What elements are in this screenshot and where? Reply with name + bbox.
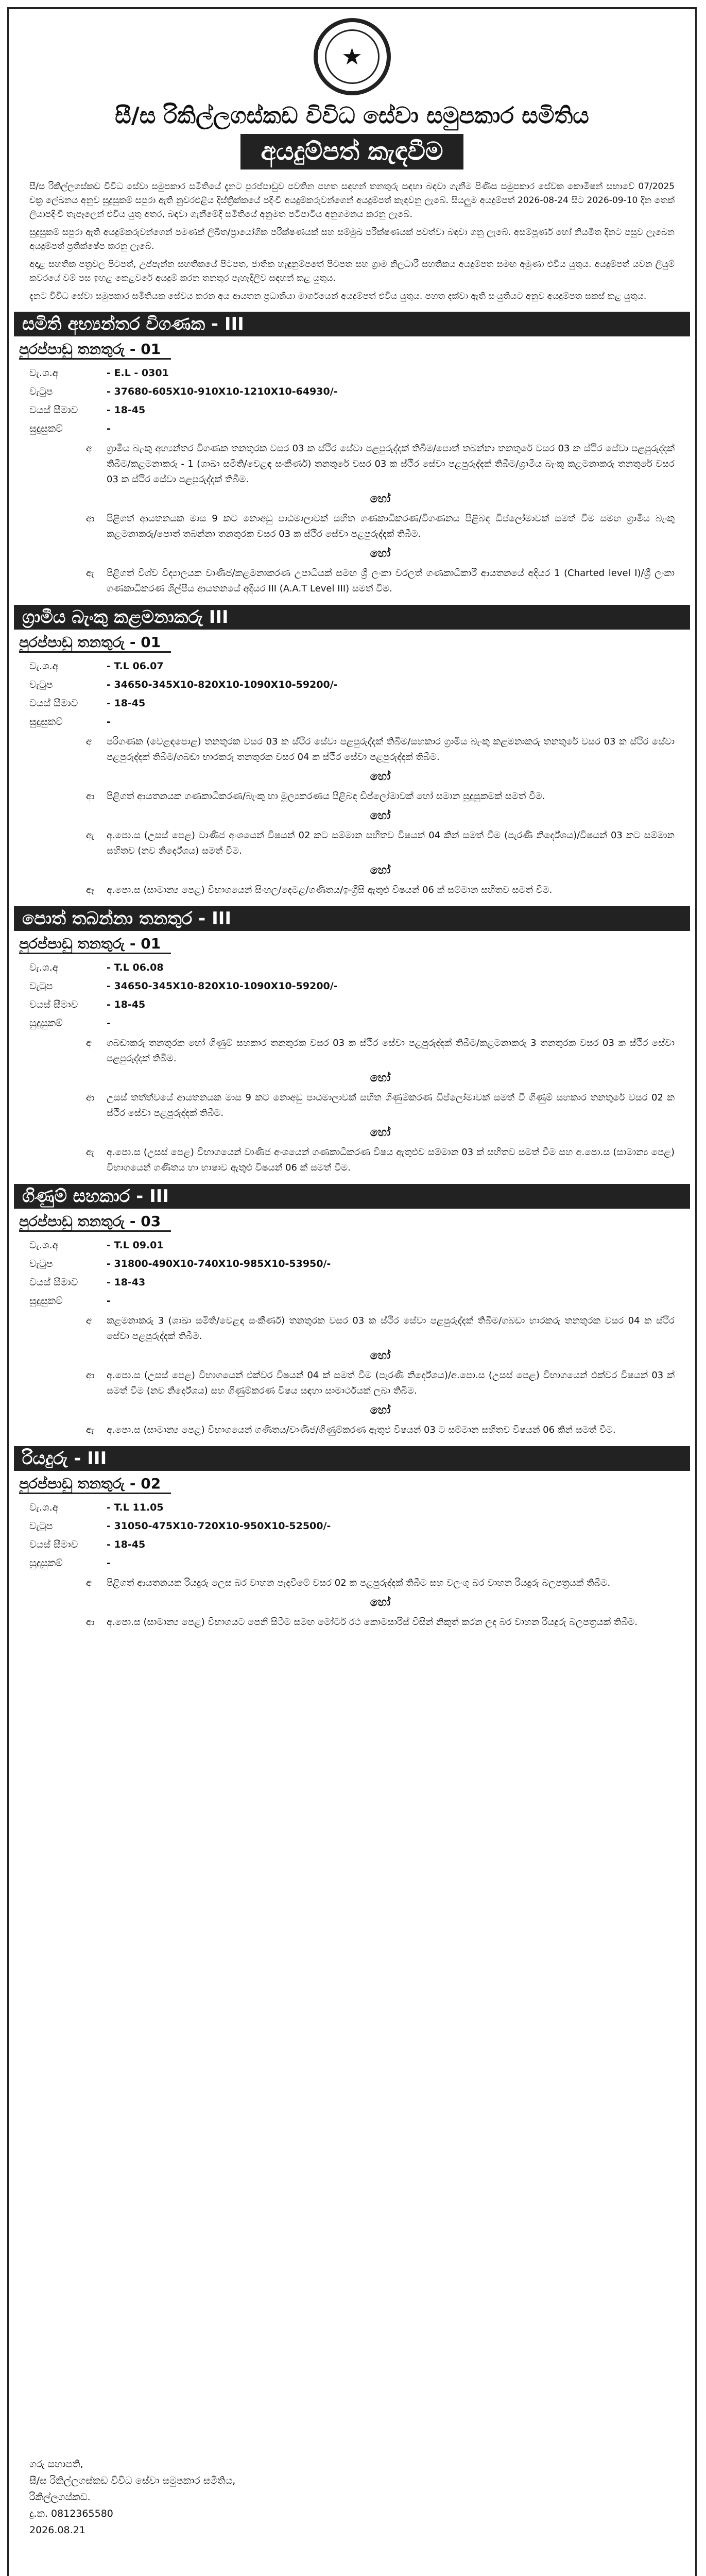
detail-row [9, 1014, 695, 1032]
vacancies-list [9, 312, 695, 1630]
qualification-item [86, 1036, 675, 1066]
footer-signature [29, 2456, 235, 2538]
qualification-text: පිළිගත් ආයතනයක ගණකාධිකරණ/බැංකු හා මූල්‍යකරණය පිළිබඳ ඩිප්ලෝමාවක් හෝ සමාන සුදුසුකමක් සමත් වීම. [107, 791, 545, 802]
detail-row [9, 1498, 695, 1517]
detail-row [9, 1255, 695, 1273]
vacancy-section [9, 312, 695, 597]
qualification-item [86, 1145, 675, 1176]
qualification-marker: ආ [86, 1370, 95, 1381]
detail-row [9, 657, 695, 675]
intro-paragraph: සුදුසුකම් සපුරා ඇති අයදුම්කරුවන්ගෙන් පමණක් ලිඛිත/ප්‍රායෝගික පරීක්ෂණයක් සහ සම්මුඛ පරීක්ෂණයක් පවත්වා බඳවා ගනු ලැබේ. අසම්පූර්ණ හෝ නියමිත දිනට පසුව ලැබෙන අයදුම්පත් ප්‍රතික්ෂේප කරනු ලැබේ. [29, 227, 675, 251]
detail-row [9, 1517, 695, 1535]
footer-org: සී/ස රිකිල්ලගස්කඩ විවිධ සේවා සමුපකාර සමිතිය, [29, 2475, 236, 2486]
qualification-marker: ආ [86, 513, 95, 524]
detail-label: වැ.ශ.අ [29, 962, 59, 973]
qualification-item [86, 566, 675, 597]
detail-value: - [107, 1557, 111, 1569]
detail-value: - E.L - 0301 [107, 367, 169, 379]
qualification-text: පිළිගත් ආයතනයක මාස 9 කට නොඅඩු පාඨමාලාවක් සහිත ගණකාධිකරණ/විගණනය පිළිබඳ ඩිප්ලෝමාවක් සමත් වීම සමඟ ග්‍රාමීය බැංකු කළමනාකරු/පොත් තබන්නා තනතුරක වසර 03 ක ස්ථිර සේවා පළපුරුද්දක් තිබීම. [107, 513, 675, 539]
detail-label: සුදුසුකම් [29, 1557, 63, 1569]
qualification-text: පිළිගත් විශ්ව විද්‍යාලයක වාණිජ/කළමනාකරණ උපාධියක් සමඟ ශ්‍රී ලංකා වරලත් ගණකාධිකාරී ආයතනයේ අදියර 1 (Charted level I)/ශ්‍රී ලංකා ගණකාධිකරණ ශිල්පීය ආයතනයේ අදියර III (A.A.T Level III) සමත් වීම. [107, 568, 675, 594]
detail-label: වයස් සීමාව [29, 404, 78, 416]
detail-row [9, 713, 695, 731]
qualification-text: පරිගණක (වෙළඳපොළ) තනතුරක වසර 03 ක ස්ථිර සේවා පළපුරුද්දක් තිබීම/සහකාර ග්‍රාමීය බැංකු කළමනාකරු තනතුරේ වසර 03 ක ස්ථිර සේවා පළපුරුද්දක් තිබීම/ගබඩා භාරකරු තනතුරක වසර 04 ක ස්ථිර සේවා පළපුරුද්දක් තිබීම. [107, 736, 675, 762]
detail-label: වැටුප [29, 679, 53, 690]
qualification-marker: ආ [86, 1617, 95, 1628]
qualification-marker: ඇ [86, 568, 94, 579]
or-separator: හෝ [370, 809, 391, 822]
detail-row [9, 977, 695, 995]
detail-row [9, 958, 695, 977]
vacancy-section [9, 1446, 695, 1630]
detail-label: වැ.ශ.අ [29, 1502, 59, 1513]
qualification-text: පිළිගත් ආයතනයක රියදුරු ලෙස බර වාහන පැදවීමේ වසර 02 ක පළපුරුද්දක් තිබීම සහ වලංගු බර වාහන රියදුරු බලපත්‍රයක් තිබීම. [107, 1578, 611, 1588]
detail-value: - 18-45 [107, 698, 146, 709]
logo-figure-icon: ★ [342, 44, 361, 69]
cooperative-logo [314, 18, 391, 95]
qualification-item [86, 1313, 675, 1344]
detail-row [9, 1236, 695, 1255]
vacancy-section [9, 605, 695, 898]
detail-value: - 18-45 [107, 404, 146, 416]
vacancy-count: පුරප්පාඩු තනතුරු - 01 [19, 935, 171, 954]
detail-value: - 31050-475X10-720X10-950X10-52500/- [107, 1520, 331, 1532]
qualification-item [86, 511, 675, 542]
vacancy-title: ග්‍රාමීය බැංකු කළමනාකරු III [14, 605, 690, 630]
qualification-text: උසස් තත්ත්වයේ ආයතනයක මාස 9 කට නොඅඩු පාඨමාලාවක් සහිත ගිණුම්කරණ ඩිප්ලෝමාවක් සමත් වී ගිණුම් සහකාර තනතුරේ වසර 02 ක ස්ථිර සේවා පළපුරුද්දක් තිබීම. [107, 1092, 675, 1118]
qualification-item [86, 883, 675, 898]
footer-date: 2026.08.21 [29, 2524, 85, 2536]
detail-row [9, 401, 695, 419]
detail-value: - T.L 11.05 [107, 1502, 164, 1513]
footer-phone: දු.ක. 0812365580 [29, 2508, 113, 2519]
footer-salutation: ගරු සභාපති, [29, 2459, 83, 2470]
detail-value: - [107, 1018, 111, 1029]
or-separator: හෝ [370, 1072, 391, 1084]
qualification-item [86, 1615, 675, 1630]
detail-value: - 31800-490X10-740X10-985X10-53950/- [107, 1258, 331, 1269]
intro-paragraph: සී/ස රිකිල්ලගස්කඩ විවිධ සේවා සමුපකාර සමිතියේ දැනට පුරප්පාඩුව පවතින පහත සඳහන් තනතුරු සඳහා බඳවා ගැනීම පිණිස සමුපකාර සේවක කොමිෂන් සභාවේ 07/2025 චක්‍ර ලේඛනය අනුව සුදුසුකම් සපුරා ඇති නුවරඑළිය දිස්ත්‍රික්කයේ පදිංචි අයදුම්කරුවන්ගෙන් අයදුම්පත් කැඳවනු ලැබේ. සියලුම අයදුම්පත් 2026-08-24 සිට 2026-09-10 දින තෙක් ලියාපදිංචි තැපෑලෙන් එවිය යුතු අතර, බඳවා ගැනීමේදී සමිතියේ අනුමත පටිපාටිය අනුගමනය කරනු ලැබේ. [29, 181, 675, 219]
or-separator: හෝ [370, 1349, 391, 1362]
detail-label: සුදුසුකම් [29, 423, 63, 434]
qualification-item [86, 789, 675, 804]
detail-label: සුදුසුකම් [29, 716, 63, 727]
qualification-marker: අ [86, 443, 92, 454]
org-title: සී/ස රිකිල්ලගස්කඩ විවිධ සේවා සමුපකාර සමිතිය [115, 103, 589, 129]
detail-row [9, 675, 695, 694]
qualification-marker: ඇ [86, 1147, 94, 1158]
qualification-item [86, 1368, 675, 1399]
detail-label: වයස් සීමාව [29, 1277, 78, 1288]
detail-row [9, 995, 695, 1014]
detail-value: - [107, 716, 111, 727]
detail-value: - 37680-605X10-910X10-1210X10-64930/- [107, 386, 338, 397]
detail-label: සුදුසුකම් [29, 1018, 63, 1029]
detail-label: වැ.ශ.අ [29, 1240, 59, 1251]
qualification-item [86, 1422, 675, 1438]
detail-row [9, 419, 695, 438]
detail-label: වැ.ශ.අ [29, 660, 59, 672]
qualification-marker: ඇ [86, 830, 94, 841]
detail-row [9, 1273, 695, 1292]
vacancy-section [9, 1184, 695, 1438]
qualification-marker: අ [86, 1038, 92, 1048]
qualification-marker: අ [86, 1315, 92, 1326]
detail-value: - 34650-345X10-820X10-1090X10-59200/- [107, 980, 338, 992]
or-separator: හෝ [370, 1126, 391, 1139]
or-separator: හෝ [370, 493, 391, 505]
vacancy-count: පුරප්පාඩු තනතුරු - 02 [19, 1475, 171, 1494]
detail-value: - T.L 09.01 [107, 1240, 164, 1251]
qualification-text: අ.පො.ස (උසස් පෙළ) විභාගයෙන් වාණිජ අංශයෙන් ගණකාධිකරණ විෂය ඇතුළුව සම්මාන 03 ක් සහිතව සමත් වීම සහ අ.පො.ස (සාමාන්‍ය පෙළ) විභාගයෙන් ගණිතය හා භාෂාව ඇතුළු විෂයන් 06 ක් සමත් වීම. [107, 1147, 675, 1173]
detail-label: වයස් සීමාව [29, 698, 78, 709]
qualification-item [86, 441, 675, 487]
vacancy-title: ගිණුම් සහකාර - III [14, 1184, 690, 1209]
qualification-text: අ.පො.ස (උසස් පෙළ) වාණිජ අංශයෙන් විෂයන් 02 කට සම්මාන සහිතව විෂයන් 04 කින් සමත් වීම (පැරණි නිර්දේශය)/විෂයන් 03 කට සම්මාන සහිතව (නව නිර්දේශය) සමත් වීම. [107, 830, 675, 856]
qualification-marker: ආ [86, 1092, 95, 1103]
detail-value: - 18-45 [107, 1539, 146, 1550]
vacancy-section [9, 906, 695, 1176]
detail-label: වයස් සීමාව [29, 1539, 78, 1550]
detail-row [9, 1292, 695, 1310]
detail-row [9, 1535, 695, 1554]
detail-value: - [107, 1295, 111, 1307]
advertisement-page [7, 7, 697, 2576]
qualification-item [86, 1575, 675, 1591]
qualification-item [86, 734, 675, 765]
qualification-marker: ආ [86, 791, 95, 802]
qualification-marker: අ [86, 1578, 92, 1588]
vacancy-count: පුරප්පාඩු තනතුරු - 03 [19, 1213, 171, 1232]
detail-value: - T.L 06.07 [107, 660, 164, 672]
detail-value: - T.L 06.08 [107, 962, 164, 973]
qualification-text: අ.පො.ස (සාමාන්‍ය පෙළ) විභාගයට පෙනී සිටීම සමඟ මෝටර් රථ කොමසාරිස් විසින් නිකුත් කරන ලද බර වාහන රියදුරු බලපත්‍රයක් තිබීම. [107, 1617, 638, 1628]
detail-value: - 34650-345X10-820X10-1090X10-59200/- [107, 679, 338, 690]
call-for-applications-banner: අයදුම්පත් කැඳවීම [240, 134, 464, 170]
detail-label: වැ.ශ.අ [29, 367, 59, 379]
intro-paragraphs [9, 180, 695, 303]
qualification-text: අ.පො.ස (සාමාන්‍ය පෙළ) විභාගයෙන් ගණිතය/වාණිජ/ගිණුම්කරණ ඇතුළු විෂයන් 03 ට සම්මාන සහිතව විෂයන් 06 කින් සමත් වීම. [107, 1425, 616, 1435]
vacancy-count: පුරප්පාඩු තනතුරු - 01 [19, 341, 171, 360]
or-separator: හෝ [370, 1404, 391, 1417]
qualification-marker: ඈ [86, 885, 94, 895]
detail-label: වැටුප [29, 1520, 53, 1532]
qualification-text: කළමනාකරු 3 (ශාඛා සමිති/වෙළඳ සංකීර්ණ) තනතුරක වසර 03 ක ස්ථිර සේවා පළපුරුද්දක් තිබීම/ගබඩා භාරකරු තනතුරක වසර 04 ක ස්ථිර සේවා පළපුරුද්දක් තිබීම. [107, 1315, 675, 1342]
or-separator: හෝ [370, 864, 391, 877]
vacancy-count: පුරප්පාඩු තනතුරු - 01 [19, 634, 171, 653]
vacancy-title: පොත් තබන්නා තනතුර - III [14, 906, 690, 931]
qualification-marker: ඇ [86, 1425, 94, 1435]
qualification-text: ගබඩාකරු තනතුරක හෝ ගිණුම් සහකාර තනතුරක වසර 03 ක ස්ථිර සේවා පළපුරුද්දක් තිබීම/කළමනාකරු 3 තනතුරක වසර 03 ක ස්ථිර සේවා පළපුරුද්දක් තිබීම. [107, 1038, 675, 1064]
qualification-text: ග්‍රාමීය බැංකු අභ්‍යන්තර විගණක තනතුරක වසර 03 ක ස්ථිර සේවා පළපුරුද්දක් තිබීම/පොත් තබන්නා තනතුරේ වසර 03 ක ස්ථිර සේවා පළපුරුද්දක් තිබීම/කළමනාකරු - 1 (ශාඛා සමිති/වෙළඳ සංකීර්ණ) තනතුරේ වසර 03 ක ස්ථිර සේවා පළපුරුද්දක් තිබීම/ග්‍රාමීය බැංකු කළමනාකරු තනතුරේ වසර 03 ක ස්ථිර සේවා පළපුරුද්දක් තිබීම. [107, 443, 675, 485]
qualification-text: අ.පො.ස (උසස් පෙළ) විභාගයෙන් එක්වර විෂයන් 04 ක් සමත් වීම (පැරණි නිර්දේශය)/අ.පො.ස (උසස් පෙළ) විභාගයෙන් එක්වර විෂයන් 03 ක් සමත් වීම (නව නිර්දේශය) සහ ගිණුම්කරණ විෂය සඳහා සාමාර්ථයක් ලබා තිබීම. [107, 1370, 675, 1396]
detail-row [9, 364, 695, 382]
qualification-item [86, 828, 675, 859]
detail-row [9, 382, 695, 401]
detail-row [9, 694, 695, 713]
vacancy-title: රියදුරු - III [14, 1446, 690, 1471]
detail-label: වයස් සීමාව [29, 999, 78, 1010]
or-separator: හෝ [370, 547, 391, 560]
footer-place: රිකිල්ලගස්කඩ. [29, 2492, 91, 2503]
or-separator: හෝ [370, 1596, 391, 1609]
detail-label: වැටුප [29, 386, 53, 397]
vacancy-title: සමිති අභ්‍යන්තර විගණක - III [14, 312, 690, 336]
intro-paragraph: අදාළ සහතික පත්‍රවල පිටපත්, උප්පැන්න සහතිකයේ පිටපත, ජාතික හැඳුනුම්පතේ පිටපත සහ ග්‍රාම නිලධාරී සහතිකය අයදුම්පත සමඟ අමුණා එවිය යුතුය. අයදුම්පත් යවන ලියුම් කවරයේ වම් පස ඉහළ කෙළවරේ අයදුම් කරන තනතුර පැහැදිලිව සඳහන් කළ යුතුය. [29, 259, 675, 283]
qualification-text: අ.පො.ස (සාමාන්‍ය පෙළ) විභාගයෙන් සිංහල/දෙමළ/ගණිතය/ඉංග්‍රීසි ඇතුළු විෂයන් 06 ක් සම්මාන සහිතව සමත් වීම. [107, 885, 553, 895]
detail-row [9, 1554, 695, 1572]
detail-value: - [107, 423, 111, 434]
detail-label: වැටුප [29, 980, 53, 992]
intro-paragraph: දැනට විවිධ සේවා සමුපකාර සමිතියක සේවය කරන අය ආයතන ප්‍රධානියා මාර්ගයෙන් අයදුම්පත් එවිය යුතුය. පහත දක්වා ඇති සංයුතියට අනුව අයදුම්පත සකස් කළ යුතුය. [29, 291, 647, 301]
detail-value: - 18-45 [107, 999, 146, 1010]
detail-value: - 18-43 [107, 1277, 146, 1288]
detail-label: සුදුසුකම් [29, 1295, 63, 1307]
or-separator: හෝ [370, 770, 391, 783]
detail-label: වැටුප [29, 1258, 53, 1269]
header [9, 9, 695, 176]
qualification-marker: අ [86, 736, 92, 747]
qualification-item [86, 1090, 675, 1121]
